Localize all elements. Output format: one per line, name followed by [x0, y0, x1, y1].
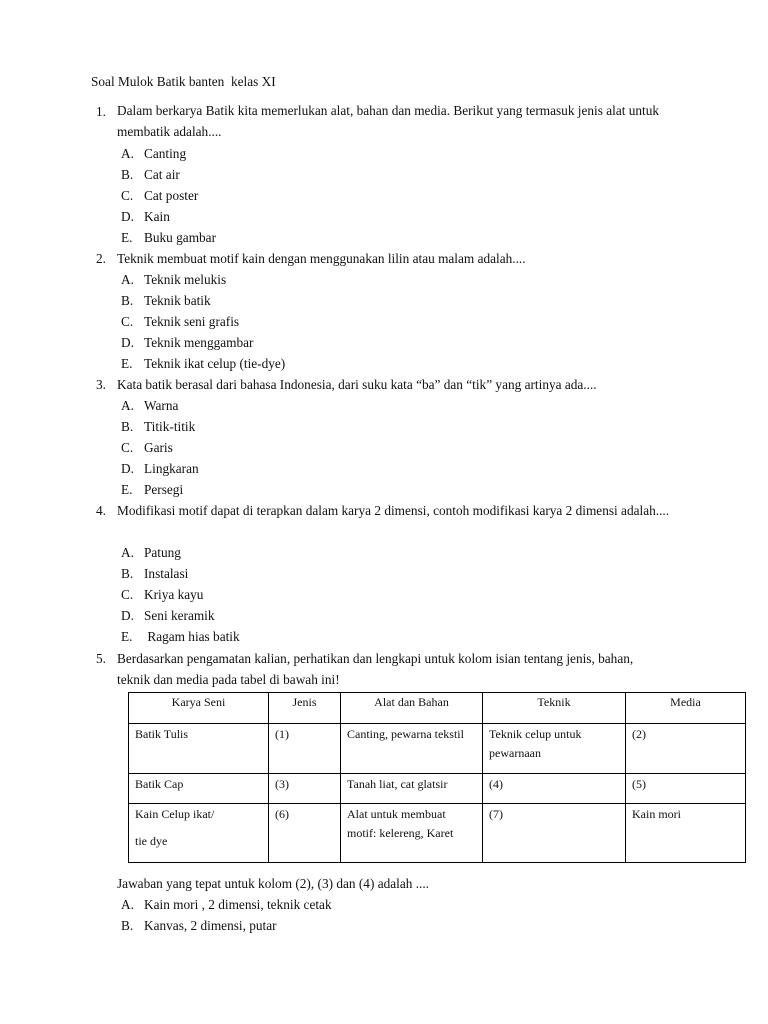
table-header-row — [129, 693, 746, 724]
table-row — [129, 724, 746, 774]
cell-teknik — [483, 804, 626, 863]
question-1-option-e-letter: E. — [121, 230, 133, 245]
cell-text: Canting, pewarna tekstil — [347, 727, 464, 741]
cell-text: Alat untuk membuat — [347, 807, 446, 821]
question-4-number: 4. — [96, 503, 106, 518]
question-4-option-a: Patung — [144, 545, 181, 560]
cell-jenis: (1) — [269, 724, 341, 774]
cell-text: (4) — [489, 777, 503, 791]
question-1-option-b: Cat air — [144, 167, 180, 182]
question-4-text: Modifikasi motif dapat di terapkan dalam karya 2 dimensi, contoh modifikasi karya 2 dimensi adalah.... — [117, 503, 670, 518]
question-1-option-e: Buku gambar — [144, 230, 217, 245]
question-2-option-a: Teknik melukis — [144, 272, 227, 287]
question-2-option-e-letter: E. — [121, 356, 133, 371]
question-1-number: 1. — [96, 104, 106, 119]
question-4-option-c: Kriya kayu — [144, 587, 204, 602]
question-3-option-c-letter: C. — [121, 440, 134, 455]
question-5-text: Berdasarkan pengamatan kalian, perhatikan dan lengkapi untuk kolom isian tentang jenis, bahan, teknik dan media pada tabel di bawah ini! — [117, 651, 634, 687]
question-1-option-d: Kain — [144, 209, 170, 224]
cell-text: Tanah liat, cat glatsir — [347, 777, 448, 791]
question-1-option-d-letter: D. — [121, 209, 134, 224]
question-1-option-b-letter: B. — [121, 167, 134, 182]
page-title: Soal Mulok Batik banten kelas XI — [91, 74, 276, 89]
cell-text: Batik Cap — [135, 777, 184, 791]
cell-media: (2) — [626, 724, 746, 774]
question-1-option-a-letter: A. — [121, 146, 134, 161]
question-2-option-e: Teknik ikat celup (tie-dye) — [144, 356, 286, 371]
question-3-option-e-letter: E. — [121, 482, 133, 497]
question-4-option-e: Ragam hias batik — [144, 629, 240, 644]
question-5-option-b: Kanvas, 2 dimensi, putar — [144, 918, 277, 933]
question-2-option-c-letter: C. — [121, 314, 134, 329]
question-4-option-a-letter: A. — [121, 545, 134, 560]
cell-karya-seni — [129, 774, 269, 804]
cell-teknik — [483, 774, 626, 804]
question-2-option-b: Teknik batik — [144, 293, 211, 308]
cell-text: tie dye — [135, 834, 168, 848]
question-2-option-d: Teknik menggambar — [144, 335, 254, 350]
cell-jenis: (3) — [269, 774, 341, 804]
cell-jenis: (6) — [269, 804, 341, 863]
question-3-number: 3. — [96, 377, 106, 392]
header-jenis: Jenis — [269, 693, 341, 724]
question-5-option-a-letter: A. — [121, 897, 134, 912]
question-3-text: Kata batik berasal dari bahasa Indonesia, dari suku kata “ba” dan “tik” yang artinya ada.... — [117, 377, 597, 392]
question-4-option-c-letter: C. — [121, 587, 134, 602]
question-2-option-b-letter: B. — [121, 293, 134, 308]
question-3-option-a-letter: A. — [121, 398, 134, 413]
question-3-option-d-letter: D. — [121, 461, 134, 476]
question-4-option-d-letter: D. — [121, 608, 134, 623]
question-3-option-e: Persegi — [144, 482, 184, 497]
header-media: Media — [626, 693, 746, 724]
question-2-option-d-letter: D. — [121, 335, 134, 350]
cell-alat-dan-bahan — [341, 724, 483, 774]
question-3-option-a: Warna — [144, 398, 179, 413]
table-row — [129, 804, 746, 863]
cell-text: Batik Tulis — [135, 727, 189, 741]
question-5-number: 5. — [96, 651, 106, 666]
cell-text: pewarnaan — [489, 746, 541, 760]
question-5-option-b-letter: B. — [121, 918, 134, 933]
question-5-followup: Jawaban yang tepat untuk kolom (2), (3) dan (4) adalah .... — [117, 876, 430, 891]
question-4-option-b: Instalasi — [144, 566, 189, 581]
header-teknik: Teknik — [483, 693, 626, 724]
cell-text: Teknik celup untuk — [489, 727, 582, 741]
question-5-option-a: Kain mori , 2 dimensi, teknik cetak — [144, 897, 332, 912]
question-3-option-b: Titik-titik — [144, 419, 196, 434]
cell-karya-seni — [129, 804, 269, 863]
cell-media: Kain mori — [626, 804, 746, 863]
question-3-option-c: Garis — [144, 440, 173, 455]
question-2-text: Teknik membuat motif kain dengan menggunakan lilin atau malam adalah.... — [117, 251, 526, 266]
header-alat-dan-bahan: Alat dan Bahan — [341, 693, 483, 724]
cell-karya-seni — [129, 724, 269, 774]
question-2-option-a-letter: A. — [121, 272, 134, 287]
question-4-option-e-letter: E. — [121, 629, 133, 644]
cell-text: motif: kelereng, Karet — [347, 826, 454, 840]
question-5-table — [128, 692, 746, 863]
question-1-option-c: Cat poster — [144, 188, 199, 203]
cell-text: Kain Celup ikat/ — [135, 807, 215, 821]
cell-teknik — [483, 724, 626, 774]
question-3-option-b-letter: B. — [121, 419, 134, 434]
cell-alat-dan-bahan — [341, 804, 483, 863]
question-2-option-c: Teknik seni grafis — [144, 314, 240, 329]
question-2-number: 2. — [96, 251, 106, 266]
cell-alat-dan-bahan — [341, 774, 483, 804]
header-karya-seni: Karya Seni — [129, 693, 269, 724]
question-1-text: Dalam berkarya Batik kita memerlukan alat, bahan dan media. Berikut yang termasuk jenis alat untuk membatik adalah.... — [117, 103, 660, 139]
question-1-option-a: Canting — [144, 146, 187, 161]
cell-media: (5) — [626, 774, 746, 804]
question-1-option-c-letter: C. — [121, 188, 134, 203]
cell-text: (7) — [489, 807, 503, 821]
question-3-option-d: Lingkaran — [144, 461, 199, 476]
table-row — [129, 774, 746, 804]
question-4-option-d: Seni keramik — [144, 608, 215, 623]
question-4-option-b-letter: B. — [121, 566, 134, 581]
